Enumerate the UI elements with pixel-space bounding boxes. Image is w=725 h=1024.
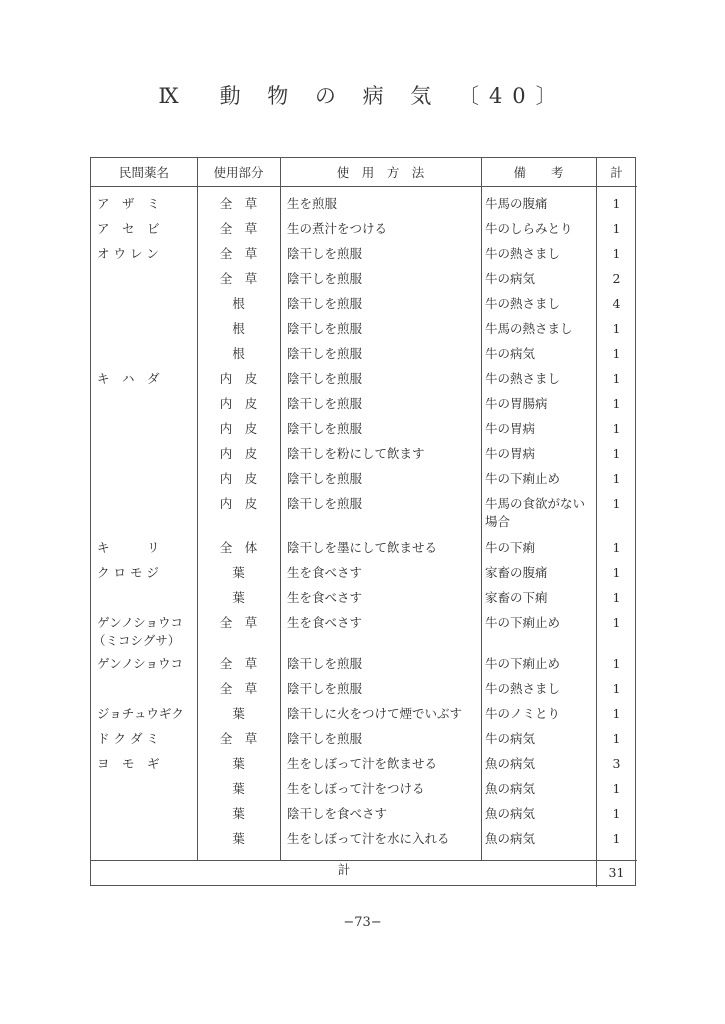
cell-count: 1 [612,196,621,211]
cell-count: 1 [612,565,621,580]
cell-name: ゲンノショウコ [97,615,184,630]
cell-note: 牛の胃病 [485,446,536,461]
cell-part: 全 草 [219,221,258,236]
cell-method: 陰干しを墨にして飲ませる [287,540,438,555]
cell-part: 葉 [232,806,245,821]
cell-method: 生を食べさす [287,615,363,630]
cell-part: 根 [232,296,245,311]
cell-method: 陰干しを煎服 [287,421,363,436]
cell-count: 1 [612,806,621,821]
cell-method: 陰干しを粉にして飲ます [287,446,425,461]
cell-part: 全 草 [219,681,258,696]
cell-name: キ リ [97,540,160,555]
cell-note: 牛の下痢止め [485,471,561,486]
cell-note: 牛の下痢止め [485,615,561,630]
cell-note: 牛馬の腹痛 [485,196,548,211]
cell-method: 陰干しを煎服 [287,346,363,361]
cell-part: 内 皮 [219,371,258,386]
cell-note: 魚の病気 [485,781,536,796]
cell-note: 牛のしらみとり [485,221,573,236]
cell-part: 葉 [232,590,245,605]
cell-count: 3 [612,756,621,771]
cell-name-alias: （ミコシグサ） [93,633,181,648]
cell-note: 牛の熱さまし [485,681,561,696]
cell-count: 1 [612,471,621,486]
cell-note: 牛のノミとり [485,706,561,721]
page-title: Ⅸ 動 物 の 病 気 〔40〕 [158,84,567,108]
cell-method: 陰干しを煎服 [287,271,363,286]
cell-method: 陰干しを煎服 [287,246,363,261]
cell-method: 陰干しを煎服 [287,321,363,336]
cell-count: 1 [612,590,621,605]
header-method: 使 用 方 法 [336,165,425,180]
cell-part: 全 草 [219,615,258,630]
cell-note: 家畜の下痢 [485,590,548,605]
cell-part: 根 [232,346,245,361]
cell-part: 内 皮 [219,396,258,411]
page-number: −73− [343,915,382,930]
cell-method: 陰干しを煎服 [287,371,363,386]
header-count: 計 [610,165,623,180]
cell-count: 1 [612,656,621,671]
cell-part: 葉 [232,756,245,771]
cell-method: 陰干しを煎服 [287,731,363,746]
cell-count: 1 [612,615,621,630]
cell-name: ア ザ ミ [97,196,160,211]
cell-method: 生を煎服 [287,196,338,211]
cell-part: 全 草 [219,656,258,671]
cell-count: 1 [612,681,621,696]
cell-note: 牛馬の食欲がない [485,496,586,511]
cell-note: 牛の熱さまし [485,371,561,386]
cell-note: 牛の胃病 [485,421,536,436]
cell-count: 1 [612,446,621,461]
cell-method: 陰干しを煎服 [287,396,363,411]
cell-part: 全 体 [219,540,258,555]
cell-method: 陰干しを食べさす [287,806,388,821]
cell-part: 葉 [232,706,245,721]
cell-count: 1 [612,731,621,746]
cell-count: 1 [612,496,621,511]
cell-part: 葉 [232,831,245,846]
column-divider [596,158,597,887]
cell-method: 陰干しを煎服 [287,296,363,311]
cell-count: 1 [612,421,621,436]
cell-method: 生を食べさす [287,590,363,605]
cell-part: 葉 [232,781,245,796]
cell-count: 1 [612,371,621,386]
cell-name: オ ウ レ ン [97,246,159,261]
header-name: 民間薬名 [118,165,169,180]
cell-part: 内 皮 [219,446,258,461]
cell-part: 全 草 [219,196,258,211]
cell-part: 全 草 [219,246,258,261]
cell-name: ヨ モ ギ [97,756,160,771]
cell-method: 陰干しを煎服 [287,471,363,486]
cell-count: 4 [612,296,621,311]
cell-note: 牛の下痢止め [485,656,561,671]
cell-part: 葉 [232,565,245,580]
cell-part: 内 皮 [219,471,258,486]
cell-count: 1 [612,346,621,361]
cell-name: ク ロ モ ジ [97,565,159,580]
cell-note: 牛の病気 [485,271,536,286]
cell-count: 1 [612,396,621,411]
cell-method: 生をしぼって汁を飲ませる [287,756,438,771]
cell-method: 陰干しに火をつけて煙でいぶす [287,706,463,721]
remedy-table [90,157,636,886]
cell-name: ゲンノショウコ [97,656,184,671]
cell-part: 全 草 [219,731,258,746]
header-part: 使用部分 [213,165,264,180]
cell-method: 陰干しを煎服 [287,656,363,671]
column-divider [481,158,482,860]
cell-part: 内 皮 [219,421,258,436]
cell-note: 牛の胃腸病 [485,396,548,411]
cell-part: 内 皮 [219,496,258,511]
cell-note: 魚の病気 [485,756,536,771]
column-divider [280,158,281,860]
cell-note-continued: 場合 [485,514,511,529]
cell-part: 根 [232,321,245,336]
cell-note: 魚の病気 [485,806,536,821]
cell-count: 1 [612,246,621,261]
cell-note: 家畜の腹痛 [485,565,548,580]
cell-count: 1 [612,221,621,236]
header-note: 備 考 [513,165,564,180]
cell-count: 1 [612,831,621,846]
cell-note: 牛の熱さまし [485,246,561,261]
cell-method: 生をしぼって汁を水に入れる [287,831,450,846]
cell-method: 生を食べさす [287,565,363,580]
cell-note: 牛の病気 [485,731,536,746]
cell-note: 牛馬の熱さまし [485,321,573,336]
cell-count: 1 [612,706,621,721]
cell-method: 陰干しを煎服 [287,681,363,696]
cell-count: 1 [612,321,621,336]
cell-note: 魚の病気 [485,831,536,846]
cell-part: 全 草 [219,271,258,286]
total-count: 31 [608,865,625,880]
cell-count: 1 [612,540,621,555]
cell-count: 2 [612,271,621,286]
total-label: 計 [337,862,351,877]
cell-count: 1 [612,781,621,796]
cell-method: 生をしぼって汁をつける [287,781,425,796]
cell-note: 牛の熱さまし [485,296,561,311]
cell-method: 陰干しを煎服 [287,496,363,511]
cell-note: 牛の下痢 [485,540,536,555]
cell-name: ア セ ビ [97,221,160,236]
header-divider [91,186,637,187]
cell-note: 牛の病気 [485,346,536,361]
cell-name: ド ク ダ ミ [97,731,159,746]
cell-name: ジョチュウギク [97,706,184,721]
cell-method: 生の煮汁をつける [287,221,388,236]
cell-name: キ ハ ダ [97,371,160,386]
